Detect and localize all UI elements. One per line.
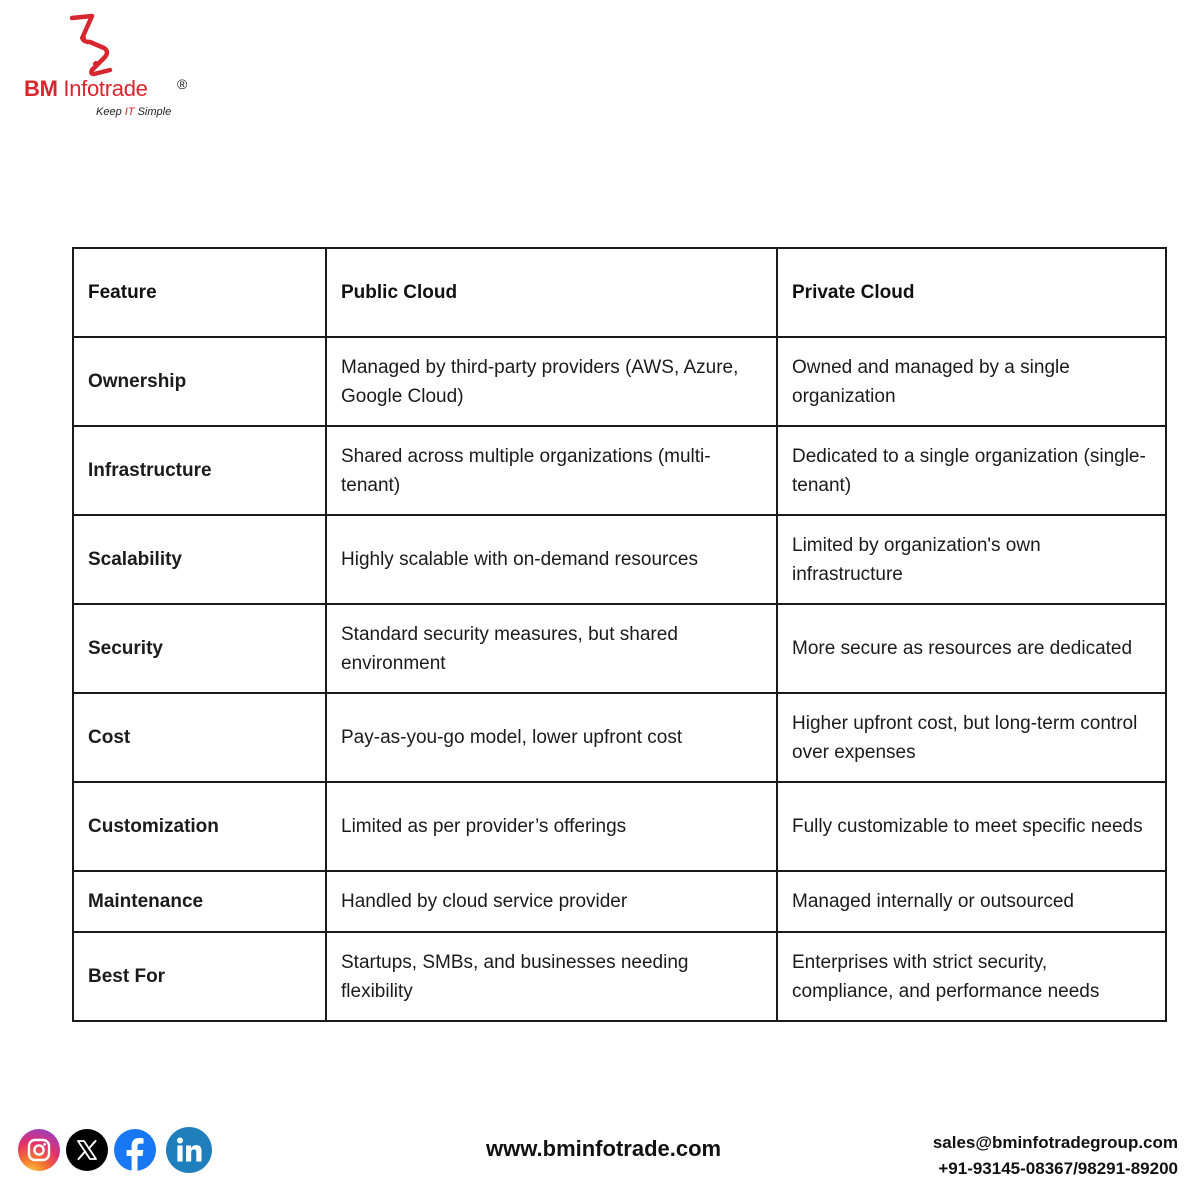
table-row [73,871,1166,932]
website-link[interactable]: www.bminfotrade.com [486,1136,722,1161]
header-public-cloud: Public Cloud [326,248,777,337]
public-cloud-cell: Standard security measures, but shared environment [326,604,777,693]
private-cloud-cell: Owned and managed by a single organization [777,337,1166,426]
private-cloud-cell: More secure as resources are dedicated [777,604,1166,693]
table-row [73,426,1166,515]
feature-cell: Infrastructure [73,426,326,515]
linkedin-link[interactable] [166,1127,212,1173]
instagram-link[interactable] [18,1129,60,1171]
header-private-cloud: Private Cloud [777,248,1166,337]
public-cloud-cell: Highly scalable with on-demand resources [326,515,777,604]
table-header-row [73,248,1166,337]
comparison-table [72,247,1167,1022]
table-row [73,693,1166,782]
email-link[interactable]: sales@bminfotradegroup.com [932,1133,1178,1152]
facebook-link[interactable] [114,1129,156,1171]
feature-cell: Security [73,604,326,693]
feature-cell: Cost [73,693,326,782]
table-row [73,337,1166,426]
instagram-icon [26,1137,52,1163]
private-cloud-cell: Limited by organization's own infrastructure [777,515,1166,604]
feature-cell: Customization [73,782,326,871]
feature-cell: Best For [73,932,326,1021]
public-cloud-cell: Shared across multiple organizations (multi-tenant) [326,426,777,515]
feature-cell: Ownership [73,337,326,426]
contact-info [933,1130,1178,1182]
registered-mark: ® [177,76,188,92]
public-cloud-cell: Pay-as-you-go model, lower upfront cost [326,693,777,782]
public-cloud-cell: Startups, SMBs, and businesses needing flexibility [326,932,777,1021]
feature-cell: Maintenance [73,871,326,932]
header-feature: Feature [73,248,326,337]
table-row [73,782,1166,871]
table-row [73,932,1166,1021]
public-cloud-cell: Handled by cloud service provider [326,871,777,932]
private-cloud-cell: Dedicated to a single organization (single-tenant) [777,426,1166,515]
public-cloud-cell: Limited as per provider’s offerings [326,782,777,871]
x-icon [75,1138,99,1162]
private-cloud-cell: Enterprises with strict security, compliance, and performance needs [777,932,1166,1021]
brand-logo [22,12,202,124]
private-cloud-cell: Fully customizable to meet specific needs [777,782,1166,871]
phone-number[interactable]: +91-93145-08367/98291-89200 [938,1159,1178,1178]
private-cloud-cell: Higher upfront cost, but long-term control over expenses [777,693,1166,782]
x-link[interactable] [66,1129,108,1171]
table-row [73,604,1166,693]
feature-cell: Scalability [73,515,326,604]
table-row [73,515,1166,604]
private-cloud-cell: Managed internally or outsourced [777,871,1166,932]
facebook-icon [114,1129,156,1171]
linkedin-icon [174,1135,204,1165]
brand-name: BM Infotrade [24,76,148,101]
logo-mark-icon [64,12,124,82]
brand-tagline: Keep IT Simple [96,106,172,118]
social-links [18,1129,212,1173]
public-cloud-cell: Managed by third-party providers (AWS, Azure, Google Cloud) [326,337,777,426]
